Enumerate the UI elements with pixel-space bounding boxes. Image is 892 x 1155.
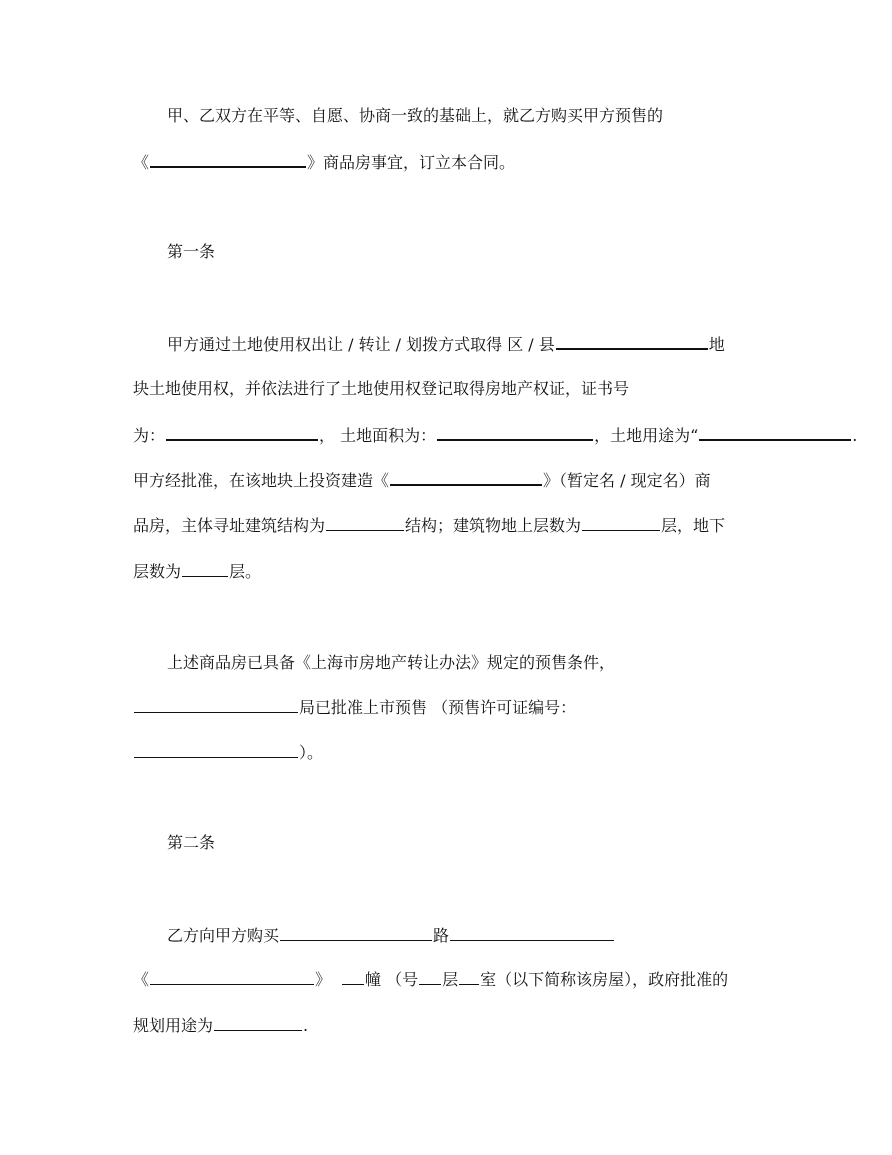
planned-use-blank bbox=[214, 1016, 302, 1031]
land-right-text: 块土地使用权，并依法进行了土地使用权登记取得房地产权证，证书号 bbox=[133, 379, 630, 398]
article-1-para-2-line-3 bbox=[133, 743, 323, 763]
article-2-heading-text: 第二条 bbox=[167, 833, 216, 852]
presale-approval-text: 局已批准上市预售 （预售许可证编号： bbox=[299, 698, 577, 717]
article-1-para-2-line-2 bbox=[133, 698, 576, 718]
floor-number-blank bbox=[419, 970, 441, 985]
period-mark-2: . bbox=[303, 1016, 309, 1035]
cert-label: 为： bbox=[133, 426, 166, 445]
bureau-blank bbox=[134, 698, 298, 713]
building-text: 甲方经批准，在该地块上投资建造《 bbox=[133, 471, 390, 490]
floors-above-blank bbox=[582, 516, 660, 531]
article-1-para-2-line-1 bbox=[167, 653, 615, 673]
floors-below-blank bbox=[182, 562, 228, 577]
land-use-blank bbox=[699, 425, 851, 441]
land-use-label: ，土地用途为“ bbox=[594, 426, 699, 445]
district-blank bbox=[556, 334, 708, 350]
road-label: 路 bbox=[433, 926, 450, 945]
article-1-line-1 bbox=[167, 334, 725, 355]
building-label: 幢 （号 bbox=[365, 970, 419, 989]
building-name-blank bbox=[390, 470, 542, 486]
purchase-text: 乙方向甲方购买 bbox=[167, 926, 280, 945]
preamble-line-1 bbox=[167, 106, 663, 126]
land-acquisition-text: 甲方通过土地使用权出让 / 转让 / 划拨方式取得 区 / 县 bbox=[167, 335, 555, 354]
article-1-line-3 bbox=[133, 425, 857, 446]
period-mark: . bbox=[852, 426, 858, 445]
article-1-heading bbox=[167, 242, 215, 262]
article-1-heading-text: 第一条 bbox=[167, 242, 216, 261]
estate-name-blank bbox=[150, 970, 314, 985]
article-1-line-5 bbox=[133, 516, 725, 536]
floor-label: 层 bbox=[442, 970, 459, 989]
article-2-line-2 bbox=[133, 970, 728, 990]
land-area-blank bbox=[437, 425, 593, 441]
permit-number-blank bbox=[134, 743, 298, 758]
preamble-close-text: 》商品房事宜，订立本合同。 bbox=[307, 153, 516, 172]
bracket-open: 《 bbox=[133, 153, 150, 172]
presale-condition-text: 上述商品房已具备《上海市房地产转让办法》规定的预售条件， bbox=[167, 653, 616, 672]
room-number-blank bbox=[459, 970, 479, 985]
article-2-line-3 bbox=[133, 1016, 308, 1036]
bracket-open-2: 《 bbox=[133, 970, 150, 989]
floors-above-label: 结构；建筑物地上层数为 bbox=[405, 516, 582, 535]
article-2-line-1 bbox=[167, 926, 615, 946]
article-1-line-4 bbox=[133, 470, 711, 491]
project-name-blank bbox=[150, 152, 306, 168]
floors-unit: 层。 bbox=[229, 562, 262, 581]
article-1-line-6 bbox=[133, 562, 261, 582]
road-blank bbox=[280, 926, 432, 941]
planned-use-label: 规划用途为 bbox=[133, 1016, 214, 1035]
preamble-line-2 bbox=[133, 152, 515, 173]
land-tail-text: 地 bbox=[708, 335, 725, 354]
underground-label: 层数为 bbox=[133, 562, 182, 581]
bracket-close-2: 》 bbox=[315, 970, 332, 989]
article-2-heading bbox=[167, 833, 215, 853]
floors-below-label: 层，地下 bbox=[661, 516, 726, 535]
permit-close-text: ）。 bbox=[299, 743, 324, 762]
cert-number-blank bbox=[166, 425, 318, 441]
land-area-label: ， 土地面积为： bbox=[319, 426, 437, 445]
building-number-blank bbox=[342, 970, 364, 985]
name-status-text: 》（暂定名 / 现定名）商 bbox=[543, 471, 711, 490]
room-description-text: 室（以下简称该房屋），政府批准的 bbox=[480, 970, 729, 989]
structure-blank bbox=[326, 516, 404, 531]
article-1-line-2 bbox=[133, 379, 629, 399]
preamble-text: 甲、乙双方在平等、自愿、协商一致的基础上，就乙方购买甲方预售的 bbox=[167, 106, 664, 125]
road-number-blank bbox=[450, 926, 614, 941]
structure-label: 品房，主体寻址建筑结构为 bbox=[133, 516, 326, 535]
